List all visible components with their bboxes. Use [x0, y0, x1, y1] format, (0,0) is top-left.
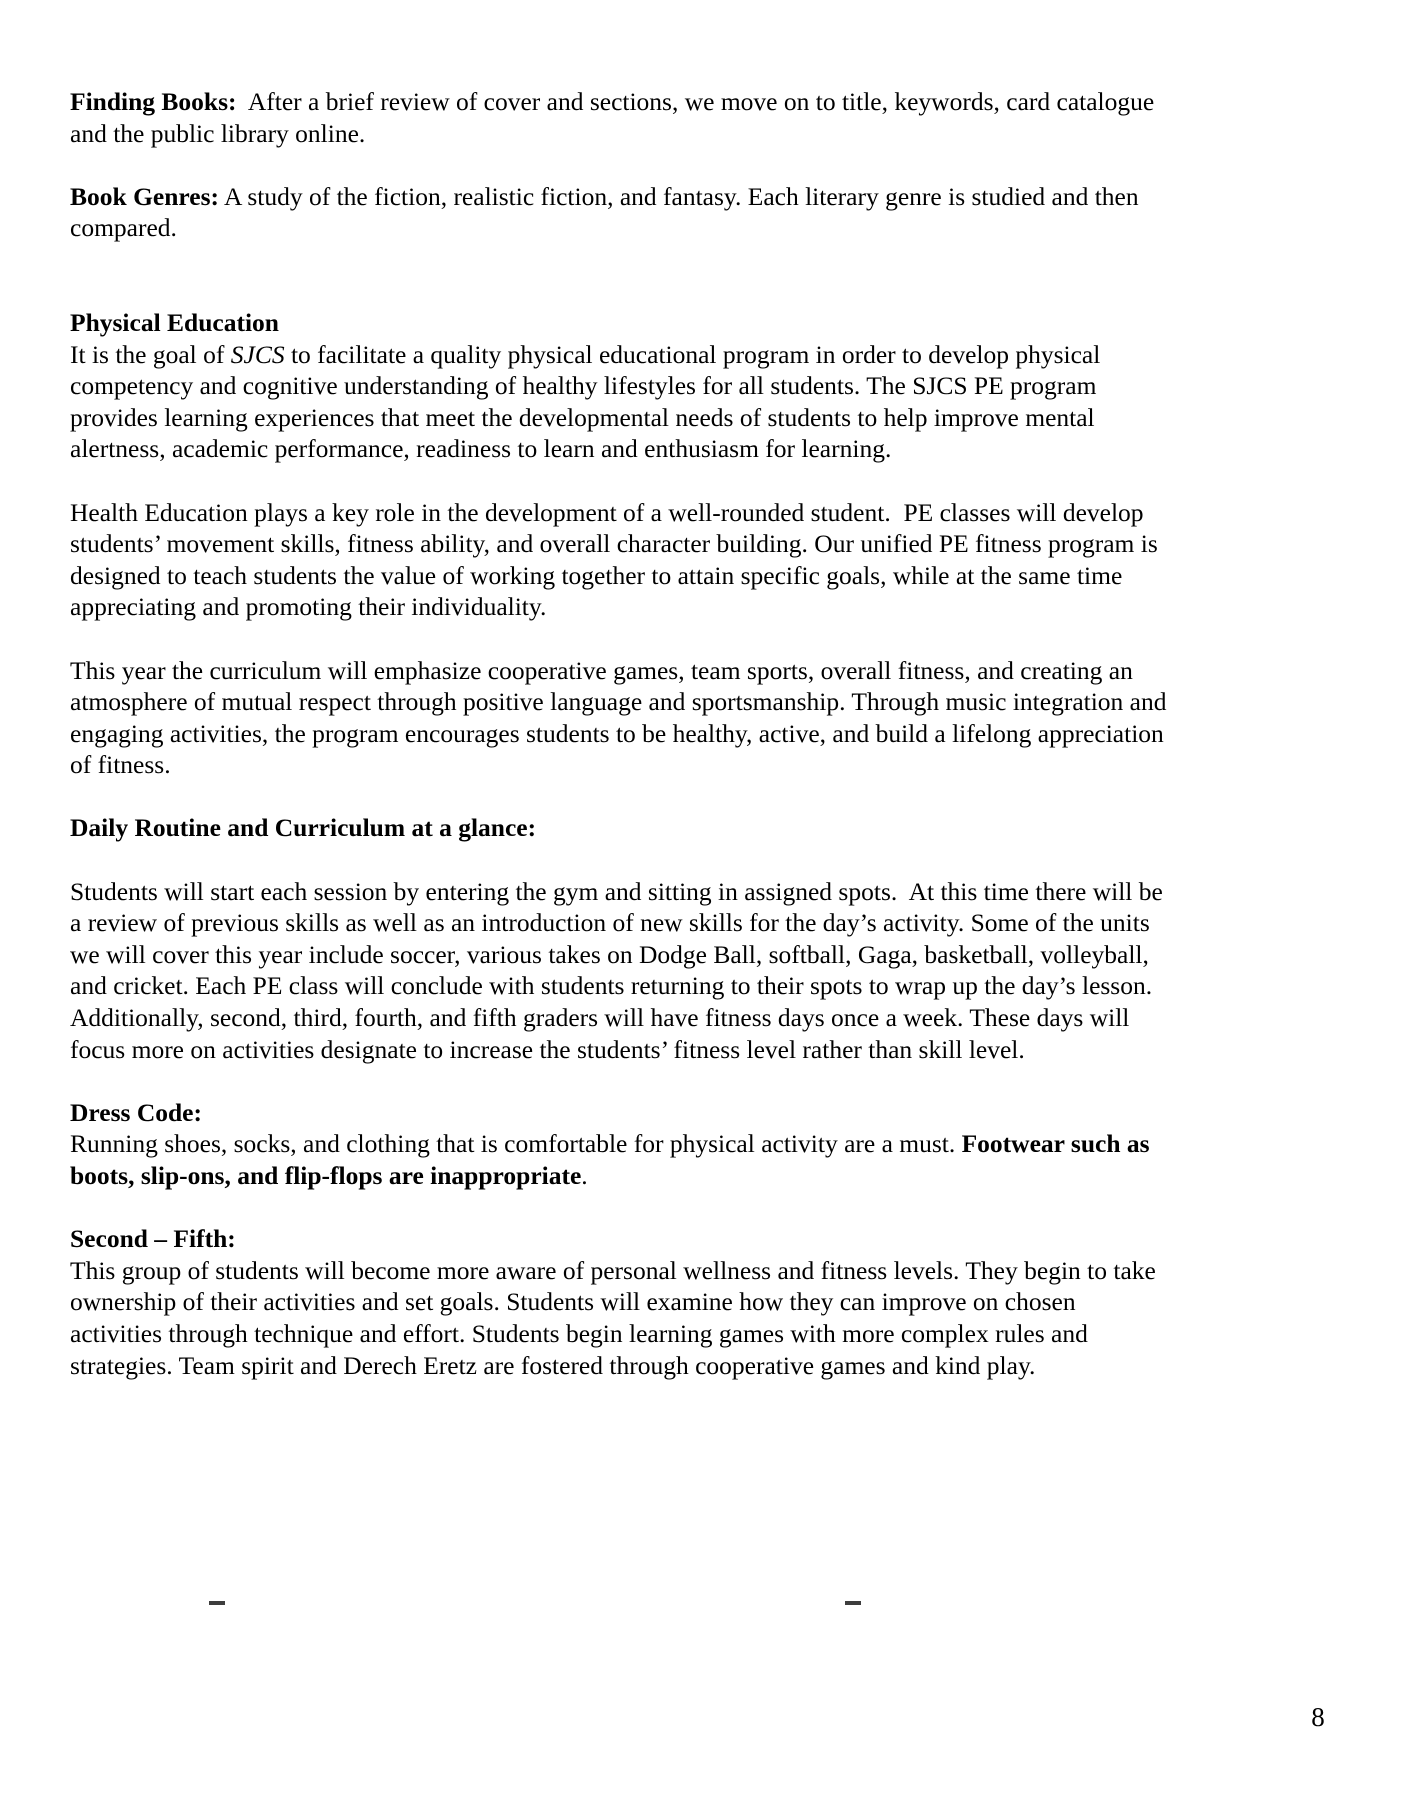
finding-books-text: After a brief review of cover and sections, we move on to title, keywords, card catalogue and the public library online.	[70, 87, 1161, 148]
dress-code-text-pre: Running shoes, socks, and clothing that is comfortable for physical activity are a must.	[70, 1129, 962, 1159]
heading-dress-code: Dress Code:	[70, 1097, 202, 1127]
paragraph-second-fifth: This group of students will become more aware of personal wellness and fitness levels. They begin to take ownership of their activities and set goals. Students will examine how they can improve on chosen activities through technique and effort. Students begin learning games with more complex rules and strategies. Team spirit and Derech Eretz are fostered through cooperative games and kind play.	[70, 1255, 1163, 1380]
paragraph-daily-routine: Students will start each session by entering the gym and sitting in assigned spots. At this time there will be a review of previous skills as well as an introduction of new skills for the day’s activity. Some of the units we will cover this year include soccer, various takes on Dodge Ball, softball, Gaga, basketball, volleyball, and cricket. Each PE class will conclude with students returning to their spots to wrap up the day’s lesson. Additionally, second, third, fourth, and fifth graders will have fitness days once a week. These days will focus more on activities designate to increase the students’ fitness level rather than skill level.	[70, 876, 1170, 1064]
document-body	[70, 86, 1173, 1381]
book-genres-text: A study of the fiction, realistic fiction, and fantasy. Each literary genre is studied and then compared.	[70, 181, 1145, 243]
dress-code-bold-text: Footwear such as boots, slip-ons, and flip-flops are inappropriate	[70, 1129, 1156, 1190]
paragraph-book-genres	[70, 181, 1170, 244]
page-number: 8	[1311, 1702, 1325, 1732]
paragraph-pe-goal	[70, 339, 1170, 465]
paragraph-health-education: Health Education plays a key role in the development of a well-rounded student. PE classes will develop students’ movement skills, fitness ability, and overall character building. Our unified PE fitness program is designed to teach students the value of working together to attain specific goals, while at the same time appreciating and promoting their individuality.	[70, 497, 1165, 622]
pe-goal-sjcs-italic: SJCS	[230, 339, 285, 369]
dress-code-text-post: .	[581, 1161, 588, 1190]
heading-second-fifth: Second – Fifth:	[70, 1224, 236, 1254]
pe-goal-text-pre: It is the goal of	[70, 339, 231, 369]
paragraph-dress-code	[70, 1128, 1170, 1191]
heading-physical-education: Physical Education	[70, 307, 279, 337]
paragraph-finding-books	[70, 86, 1170, 149]
paragraph-curriculum-year: This year the curriculum will emphasize cooperative games, team sports, overall fitness, and creating an atmosphere of mutual respect through positive language and sportsmanship. Through music integration and engaging activities, the program encourages students to be healthy, active, and build a lifelong appreciation of fitness.	[70, 655, 1173, 780]
dash-mark-icon	[845, 1601, 861, 1605]
book-genres-label: Book Genres:	[70, 181, 219, 211]
pe-goal-text-post: to facilitate a quality physical educational program in order to develop physical competency and cognitive understanding of healthy lifestyles for all students. The SJCS PE program provides learning experiences that meet the developmental needs of students to help improve mental alertness, academic performance, readiness to learn and enthusiasm for learning.	[70, 339, 1107, 464]
finding-books-label: Finding Books:	[70, 87, 237, 116]
heading-daily-routine: Daily Routine and Curriculum at a glance:	[70, 813, 537, 843]
dash-mark-icon	[209, 1601, 225, 1605]
